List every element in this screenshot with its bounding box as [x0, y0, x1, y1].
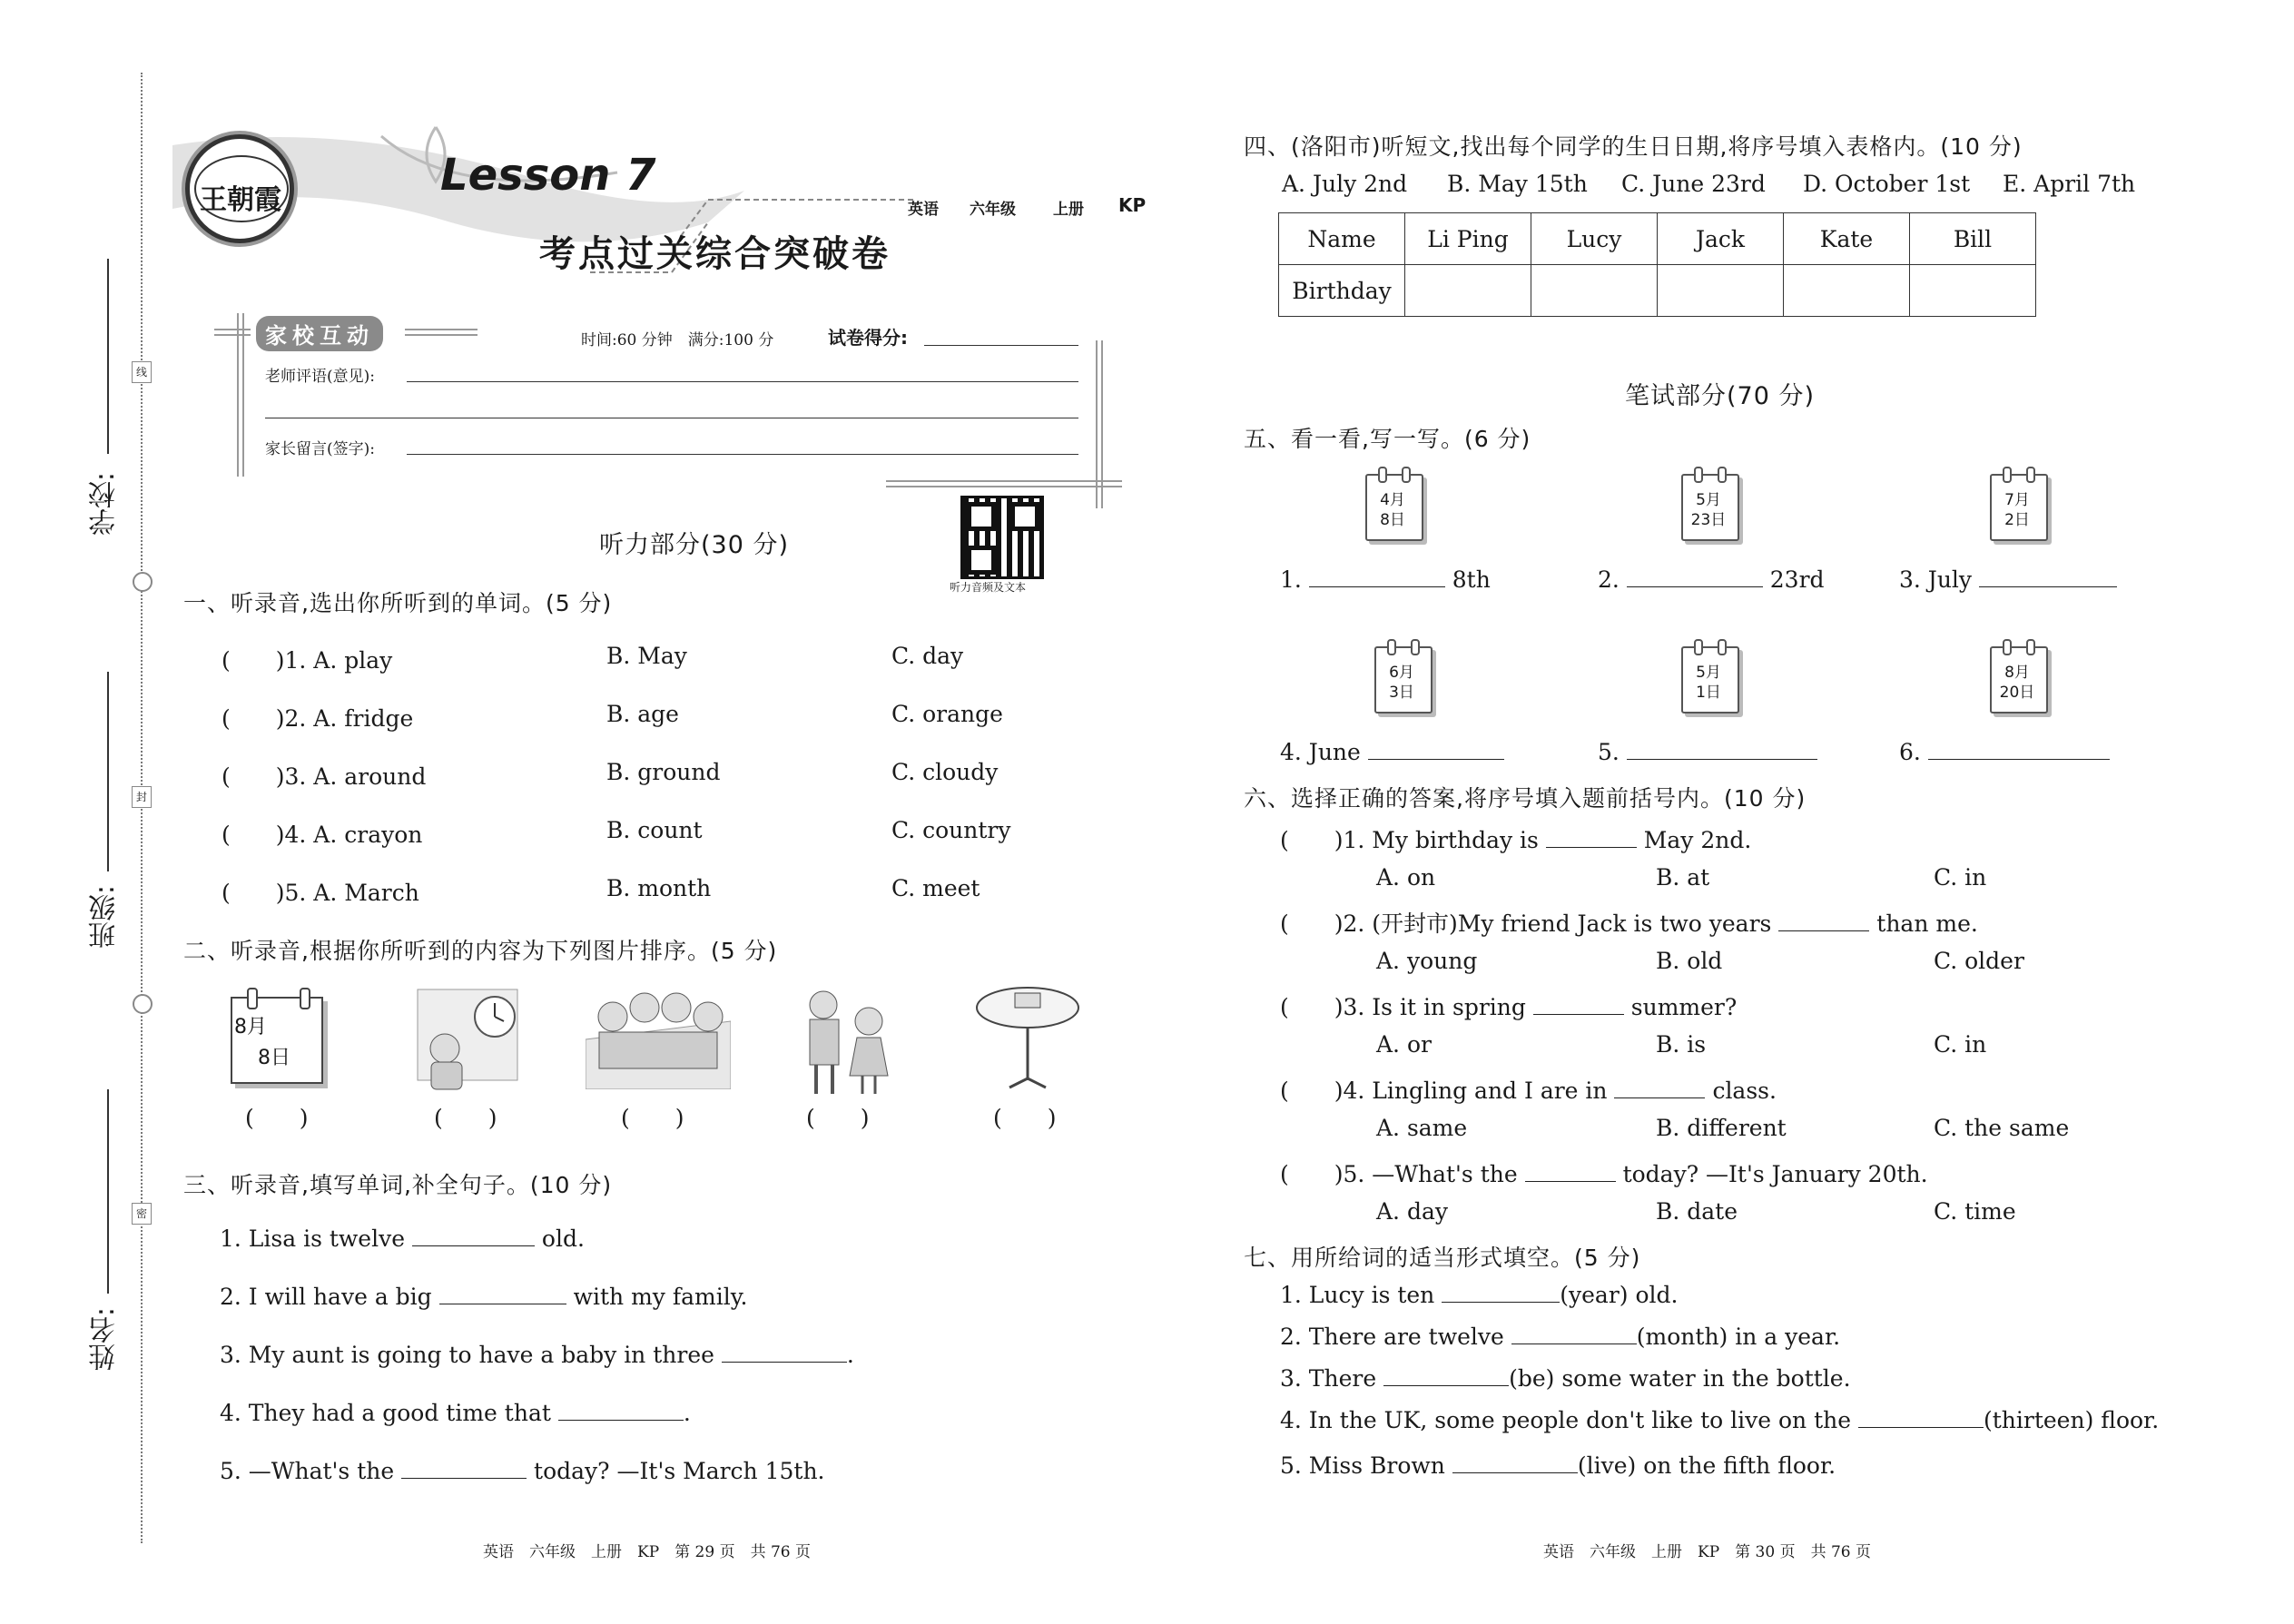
sec6-q3-option-c: C. in — [1934, 1031, 1987, 1058]
sec5-item5-blank[interactable] — [1627, 741, 1817, 760]
sec7-item4-pre: 4. In the UK, some people don't like to live on the — [1280, 1407, 1852, 1433]
sec3-title: 三、听录音,填写单词,补全句子。(10 分) — [183, 1172, 613, 1198]
sec7-item3 — [1280, 1365, 1851, 1392]
logo-text: 王朝霞 — [200, 184, 281, 216]
name-label: 姓名: — [89, 1307, 121, 1372]
sec7-item4 — [1280, 1407, 2159, 1433]
home-school-badge: 家校互动 — [256, 316, 383, 351]
sec3-item2-post: with my family. — [573, 1284, 748, 1310]
sec3-item5-post: today? —It's March 15th. — [534, 1458, 825, 1484]
sec1-item5-a: ( )5. A. March — [222, 880, 419, 906]
sec5-title: 五、看一看,写一写。(6 分) — [1244, 426, 1531, 452]
binding-hole-top — [133, 572, 153, 592]
sec5-item1-pre: 1. — [1280, 566, 1302, 593]
tag-volume: 上册 — [1053, 201, 1084, 219]
sec1-item4-c: C. country — [891, 817, 1011, 843]
calendar-5-ring-right — [1718, 639, 1727, 655]
table-header-li-ping: Li Ping — [1405, 213, 1531, 265]
qr-caption: 听力音频及文本 — [950, 581, 1027, 594]
calendar-3-day: 2日 — [2004, 511, 2030, 529]
birthday-table — [1278, 212, 2036, 317]
sec4-title: 四、(洛阳市)听短文,找出每个同学的生日日期,将序号填入表格内。(10 分) — [1244, 133, 2023, 160]
brand-logo — [185, 134, 294, 243]
sec6-q1-option-c: C. in — [1934, 864, 1987, 891]
sec5-item1 — [1280, 566, 1491, 593]
sec7-item2-pre: 2. There are twelve — [1280, 1324, 1504, 1350]
calendar-2-date — [1681, 490, 1736, 530]
seal-char-secret: 密 — [132, 1203, 152, 1225]
calendar-4-ring-left — [1387, 639, 1396, 655]
sec1-item2-c: C. orange — [891, 701, 1003, 727]
sec3-item5-blank[interactable] — [401, 1460, 527, 1479]
sec5-item5 — [1598, 739, 1817, 765]
sec2-title: 二、听录音,根据你所听到的内容为下列图片排序。(5 分) — [183, 938, 778, 964]
sec1-item5-c: C. meet — [891, 875, 980, 901]
picture-calendar-day: 8日 — [258, 1047, 290, 1069]
calendar-6-day: 20日 — [1999, 684, 2035, 702]
school-label: 学校: — [89, 472, 121, 536]
picture-calendar-sheet — [231, 997, 323, 1084]
sec1-item2-b: B. age — [606, 701, 679, 727]
sec6-q2-option-b: B. old — [1656, 948, 1723, 974]
sec7-item3-blank[interactable] — [1383, 1367, 1509, 1386]
sec1-item1-a: ( )1. A. play — [222, 647, 393, 674]
sec5-item4 — [1280, 739, 1504, 765]
sec6-q2-option-a: A. young — [1376, 948, 1478, 974]
calendar-ring-left — [247, 988, 258, 1009]
table-header-name: Name — [1279, 213, 1405, 265]
sec6-q2-blank[interactable] — [1778, 912, 1869, 931]
sec6-title: 六、选择正确的答案,将序号填入题前括号内。(10 分) — [1244, 785, 1807, 812]
calendar-3-ring-right — [2026, 467, 2035, 483]
sec6-q5 — [1280, 1156, 1928, 1189]
sec3-item3-blank[interactable] — [722, 1343, 847, 1363]
calendar-1-ring-right — [1402, 467, 1411, 483]
sec2-answer-5[interactable]: ( ) — [993, 1105, 1057, 1131]
sec6-q5-post: today? —It's January 20th. — [1622, 1161, 1928, 1187]
table-header-kate: Kate — [1784, 213, 1910, 265]
sec5-calendar-1 — [1360, 463, 1425, 543]
sec6-q5-option-c: C. time — [1934, 1198, 2016, 1225]
sec7-item4-post: (thirteen) floor. — [1983, 1407, 2160, 1433]
sec5-calendar-4 — [1369, 635, 1434, 715]
picture-calendar-month: 8月 — [234, 1016, 267, 1038]
tag-edition: KP — [1118, 194, 1147, 216]
sec3-item4-pre: 4. They had a good time that — [220, 1400, 551, 1426]
sec2-answer-4[interactable]: ( ) — [806, 1105, 870, 1131]
sec2-answer-2[interactable]: ( ) — [434, 1105, 497, 1131]
sec1-item2-a: ( )2. A. fridge — [222, 705, 414, 732]
sec1-item1-c: C. day — [891, 643, 964, 669]
sec3-item1-blank[interactable] — [412, 1227, 535, 1246]
sec5-item2-pre: 2. — [1598, 566, 1620, 593]
class-label: 班级: — [89, 885, 121, 950]
footer-right: 英语 六年级 上册 KP 第 30 页 共 76 页 — [1543, 1543, 1872, 1561]
sec5-item6-pre: 6. — [1899, 739, 1921, 765]
sec2-answer-1[interactable]: ( ) — [245, 1105, 309, 1131]
calendar-4-ring-right — [1411, 639, 1420, 655]
calendar-6-month: 8月 — [2004, 664, 2030, 682]
calendar-6-date — [1990, 663, 2044, 703]
sec1-item3-c: C. cloudy — [891, 759, 999, 785]
calendar-2-day: 23日 — [1690, 511, 1727, 529]
sec4-option-d: D. October 1st — [1803, 171, 1971, 197]
parent-comment-line[interactable] — [407, 454, 1078, 455]
sec1-item3-b: B. ground — [606, 759, 721, 785]
sec6-q5-pre: ( )5. —What's the — [1280, 1161, 1518, 1187]
sec3-item5 — [220, 1458, 825, 1484]
sec1-item4-b: B. count — [606, 817, 703, 843]
sec5-item2-post: 23rd — [1769, 566, 1825, 593]
sec5-item6 — [1899, 739, 2110, 765]
sec6-q2-option-c: C. older — [1934, 948, 2024, 974]
sec7-item1-post: (year) old. — [1560, 1282, 1679, 1308]
sec3-item4-blank[interactable] — [558, 1402, 684, 1421]
seal-char-seal: 封 — [132, 786, 152, 808]
tag-grade: 六年级 — [970, 201, 1016, 219]
teacher-comment-line-1[interactable] — [407, 381, 1078, 382]
calendar-1-date — [1365, 490, 1420, 530]
sec5-calendar-3 — [1984, 463, 2050, 543]
sec6-q3-pre: ( )3. Is it in spring — [1280, 994, 1526, 1020]
sec3-item1-pre: 1. Lisa is twelve — [220, 1225, 406, 1252]
sec7-item2 — [1280, 1324, 1840, 1350]
sec1-item1-b: B. May — [606, 643, 687, 669]
sec5-item4-pre: 4. June — [1280, 739, 1361, 765]
sec6-q1-option-b: B. at — [1656, 864, 1710, 891]
sec5-item6-blank[interactable] — [1928, 741, 2110, 760]
class-blank — [107, 672, 109, 871]
sec3-item2-pre: 2. I will have a big — [220, 1284, 432, 1310]
picture-girl-clock — [409, 985, 522, 1094]
sec7-item5 — [1280, 1452, 1836, 1479]
table-cell-lucy[interactable] — [1531, 265, 1658, 317]
sec6-q3-blank[interactable] — [1533, 996, 1624, 1015]
sec3-item3-post: . — [846, 1342, 854, 1368]
sec5-item3 — [1899, 566, 2117, 593]
calendar-6-ring-left — [2003, 639, 2012, 655]
sec1-title: 一、听录音,选出你所听到的单词。(5 分) — [183, 590, 613, 616]
table-cell-jack[interactable] — [1658, 265, 1784, 317]
sec6-q3-option-b: B. is — [1656, 1031, 1707, 1058]
calendar-1-day: 8日 — [1380, 511, 1405, 529]
sec1-item4-a: ( )4. A. crayon — [222, 822, 423, 848]
table-header-bill: Bill — [1910, 213, 2036, 265]
time-info: 时间:60 分钟 满分:100 分 — [581, 331, 774, 349]
school-blank — [107, 259, 109, 454]
calendar-3-ring-left — [2003, 467, 2012, 483]
sec4-option-b: B. May 15th — [1447, 171, 1588, 197]
sec6-q5-option-a: A. day — [1376, 1198, 1448, 1225]
sec6-q5-option-b: B. date — [1656, 1198, 1738, 1225]
sec7-item5-post: (live) on the fifth floor. — [1577, 1452, 1836, 1479]
sec7-item3-post: (be) some water in the bottle. — [1509, 1365, 1851, 1392]
sec5-calendar-2 — [1676, 463, 1741, 543]
calendar-4-date — [1374, 663, 1429, 703]
sec7-item2-blank[interactable] — [1511, 1325, 1637, 1344]
table-cell-li-ping[interactable] — [1405, 265, 1531, 317]
calendar-1-ring-left — [1378, 467, 1387, 483]
sec6-q4-option-b: B. different — [1656, 1115, 1787, 1141]
sec7-title: 七、用所给词的适当形式填空。(5 分) — [1244, 1245, 1641, 1271]
sec1-item3-a: ( )3. A. around — [222, 763, 427, 790]
lesson-title: Lesson 7 — [440, 150, 656, 201]
sec4-option-e: E. April 7th — [2003, 171, 2136, 197]
sec6-q2-post: than me. — [1876, 910, 1978, 937]
calendar-5-month: 5月 — [1696, 664, 1721, 682]
sec7-item2-post: (month) in a year. — [1636, 1324, 1841, 1350]
picture-children-group — [586, 985, 731, 1089]
sec6-q4-option-c: C. the same — [1934, 1115, 2070, 1141]
footer-left: 英语 六年级 上册 KP 第 29 页 共 76 页 — [483, 1543, 812, 1561]
teacher-comment-label: 老师评语(意见): — [265, 368, 375, 386]
sec7-item3-pre: 3. There — [1280, 1365, 1377, 1392]
qr-finder-tl — [967, 502, 996, 531]
sec3-item2-blank[interactable] — [439, 1285, 566, 1304]
sec6-q1-post: May 2nd. — [1643, 827, 1752, 853]
sec5-item2-blank[interactable] — [1627, 568, 1763, 587]
sec6-q1-option-a: A. on — [1376, 864, 1436, 891]
sec7-item4-blank[interactable] — [1858, 1409, 1984, 1428]
qr-code-icon[interactable] — [960, 496, 1044, 579]
seal-char-line: 线 — [132, 361, 152, 383]
sec3-item1 — [220, 1225, 585, 1252]
binding-dotted-line — [141, 73, 143, 1543]
writing-title: 笔试部分(70 分) — [1625, 382, 1816, 410]
sec2-answer-3[interactable]: ( ) — [621, 1105, 684, 1131]
sec4-option-c: C. June 23rd — [1621, 171, 1766, 197]
calendar-1-month: 4月 — [1380, 491, 1405, 509]
sec6-q4-option-a: A. same — [1376, 1115, 1468, 1141]
calendar-5-ring-left — [1694, 639, 1703, 655]
sec6-q2-pre: ( )2. (开封市)My friend Jack is two years — [1280, 910, 1772, 937]
listening-title: 听力部分(30 分) — [599, 531, 790, 559]
sec6-q3-post: summer? — [1630, 994, 1738, 1020]
table-cell-kate[interactable] — [1784, 265, 1910, 317]
sec6-q4-pre: ( )4. Lingling and I are in — [1280, 1078, 1608, 1104]
calendar-2-ring-left — [1694, 467, 1703, 483]
sec6-q4 — [1280, 1073, 1777, 1106]
sec3-item2 — [220, 1284, 747, 1310]
sec6-q1-blank[interactable] — [1546, 829, 1637, 848]
sec3-item3 — [220, 1342, 854, 1368]
parent-comment-label: 家长留言(签字): — [265, 440, 375, 458]
sec3-item5-pre: 5. —What's the — [220, 1458, 395, 1484]
calendar-2-month: 5月 — [1696, 491, 1721, 509]
sec5-item3-pre: 3. July — [1899, 566, 1973, 593]
score-blank[interactable] — [924, 345, 1078, 346]
birthday-table-answer-row — [1279, 265, 2036, 317]
qr-finder-bl — [967, 546, 996, 575]
calendar-6-ring-right — [2026, 639, 2035, 655]
qr-finder-tr — [1010, 502, 1039, 531]
sec6-q2 — [1280, 906, 1978, 939]
calendar-ring-right — [300, 988, 310, 1009]
sec4-option-a: A. July 2nd — [1282, 171, 1408, 197]
name-blank — [107, 1089, 109, 1294]
sec3-item4-post: . — [683, 1400, 691, 1426]
sec7-item5-pre: 5. Miss Brown — [1280, 1452, 1445, 1479]
calendar-2-ring-right — [1718, 467, 1727, 483]
birthday-table-header-row — [1279, 213, 2036, 265]
binding-hole-bottom — [133, 994, 153, 1014]
calendar-4-month: 6月 — [1389, 664, 1414, 682]
sec5-item5-pre: 5. — [1598, 739, 1620, 765]
calendar-5-day: 1日 — [1696, 684, 1721, 702]
tag-subject: 英语 — [908, 201, 939, 219]
calendar-3-month: 7月 — [2004, 491, 2030, 509]
calendar-4-day: 3日 — [1389, 684, 1414, 702]
sec3-item1-post: old. — [541, 1225, 585, 1252]
picture-calendar — [231, 988, 327, 1084]
sec6-q4-blank[interactable] — [1614, 1079, 1705, 1098]
picture-grandpa-girl — [792, 985, 896, 1098]
sec5-item2 — [1598, 566, 1825, 593]
table-row-label: Birthday — [1279, 265, 1405, 317]
sec1-item5-b: B. month — [606, 875, 712, 901]
table-cell-bill[interactable] — [1910, 265, 2036, 317]
sec3-item3-pre: 3. My aunt is going to have a baby in three — [220, 1342, 714, 1368]
calendar-3-date — [1990, 490, 2044, 530]
sec5-item4-blank[interactable] — [1368, 741, 1504, 760]
sec5-item1-post: 8th — [1452, 566, 1491, 593]
sec5-calendar-6 — [1984, 635, 2050, 715]
sec7-item1-blank[interactable] — [1442, 1284, 1560, 1303]
sec7-item1-pre: 1. Lucy is ten — [1280, 1282, 1435, 1308]
sec6-q5-blank[interactable] — [1525, 1163, 1616, 1182]
sec6-q1-pre: ( )1. My birthday is — [1280, 827, 1539, 853]
sec5-calendar-5 — [1676, 635, 1741, 715]
paper-subtitle: 考点过关综合突破卷 — [539, 232, 891, 275]
sec6-q1 — [1280, 822, 1751, 855]
table-header-lucy: Lucy — [1531, 213, 1658, 265]
calendar-5-date — [1681, 663, 1736, 703]
sec5-item1-blank[interactable] — [1309, 568, 1445, 587]
score-label: 试卷得分: — [828, 327, 908, 349]
sec6-q3-option-a: A. or — [1376, 1031, 1432, 1058]
sec6-q3 — [1280, 989, 1737, 1022]
sec6-q4-post: class. — [1712, 1078, 1777, 1104]
sec3-item4 — [220, 1400, 691, 1426]
sec7-item5-blank[interactable] — [1452, 1454, 1578, 1473]
sec5-item3-blank[interactable] — [1979, 568, 2117, 587]
table-header-jack: Jack — [1658, 213, 1784, 265]
picture-table-cake — [973, 980, 1082, 1094]
sec7-item1 — [1280, 1282, 1678, 1308]
